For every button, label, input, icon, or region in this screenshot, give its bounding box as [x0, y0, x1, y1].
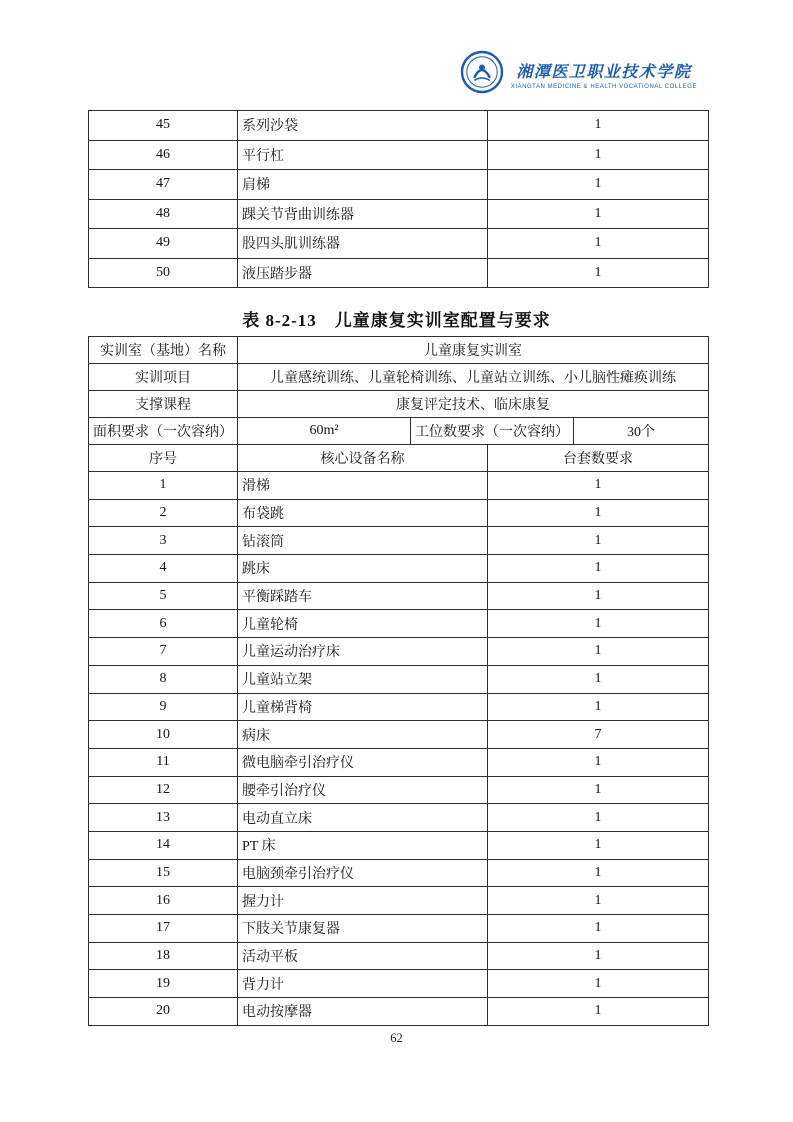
supporting-courses-row — [89, 391, 709, 418]
equipment-row — [89, 140, 709, 170]
equipment-qty: 1 — [488, 555, 709, 583]
area-stations-row — [89, 418, 709, 445]
equipment-name: 电动直立床 — [238, 804, 488, 832]
equipment-qty: 1 — [488, 970, 709, 998]
supporting-courses-label: 支撑课程 — [89, 391, 238, 418]
equipment-qty: 1 — [488, 582, 709, 610]
equipment-row — [89, 170, 709, 200]
equipment-name: 股四头肌训练器 — [238, 229, 488, 259]
equipment-qty: 1 — [488, 111, 709, 141]
equipment-qty: 7 — [488, 721, 709, 749]
equipment-row — [89, 258, 709, 288]
equipment-row — [89, 942, 709, 970]
college-name-block — [511, 59, 697, 90]
equipment-qty: 1 — [488, 472, 709, 500]
table-title: 表 8-2-13 儿童康复实训室配置与要求 — [242, 311, 551, 330]
col-header-name: 核心设备名称 — [238, 445, 488, 472]
equipment-qty: 1 — [488, 258, 709, 288]
equipment-qty: 1 — [488, 665, 709, 693]
equipment-row — [89, 998, 709, 1026]
room-name-row — [89, 337, 709, 364]
equipment-no: 2 — [89, 499, 238, 527]
equipment-no: 19 — [89, 970, 238, 998]
college-header — [460, 50, 697, 99]
equipment-name: 病床 — [238, 721, 488, 749]
equipment-name: 儿童站立架 — [238, 665, 488, 693]
equipment-no: 1 — [89, 472, 238, 500]
area-value: 60m² — [238, 418, 411, 445]
training-items-row — [89, 364, 709, 391]
equipment-no: 12 — [89, 776, 238, 804]
equipment-qty: 1 — [488, 199, 709, 229]
equipment-name: 滑梯 — [238, 472, 488, 500]
equipment-row — [89, 610, 709, 638]
equipment-name: 背力计 — [238, 970, 488, 998]
equipment-name: 腰牵引治疗仪 — [238, 776, 488, 804]
equipment-row — [89, 804, 709, 832]
equipment-no: 14 — [89, 831, 238, 859]
equipment-qty: 1 — [488, 942, 709, 970]
equipment-qty: 1 — [488, 915, 709, 943]
equipment-qty: 1 — [488, 859, 709, 887]
equipment-name: 系列沙袋 — [238, 111, 488, 141]
equipment-no: 17 — [89, 915, 238, 943]
equipment-no: 5 — [89, 582, 238, 610]
room-name-label: 实训室（基地）名称 — [89, 337, 238, 364]
equipment-name: 握力计 — [238, 887, 488, 915]
equipment-no: 3 — [89, 527, 238, 555]
equipment-no: 7 — [89, 638, 238, 666]
column-header-row — [89, 445, 709, 472]
page-number: 62 — [390, 1031, 403, 1045]
col-header-qty: 台套数要求 — [488, 445, 709, 472]
equipment-qty: 1 — [488, 998, 709, 1026]
equipment-qty: 1 — [488, 638, 709, 666]
equipment-name: 儿童运动治疗床 — [238, 638, 488, 666]
equipment-row — [89, 693, 709, 721]
equipment-row — [89, 499, 709, 527]
equipment-row — [89, 776, 709, 804]
equipment-name: 电动按摩器 — [238, 998, 488, 1026]
equipment-qty: 1 — [488, 229, 709, 259]
equipment-name: 儿童轮椅 — [238, 610, 488, 638]
equipment-no: 48 — [89, 199, 238, 229]
college-name-en: XIANGTAN MEDICINE & HEALTH VOCATIONAL COLLEGE — [510, 84, 697, 90]
supporting-courses-value: 康复评定技术、临床康复 — [238, 391, 709, 418]
equipment-qty: 1 — [488, 804, 709, 832]
area-label: 面积要求（一次容纳） — [89, 418, 238, 445]
equipment-name: 平行杠 — [238, 140, 488, 170]
equipment-row — [89, 199, 709, 229]
equipment-row — [89, 859, 709, 887]
equipment-qty: 1 — [488, 610, 709, 638]
equipment-no: 13 — [89, 804, 238, 832]
equipment-no: 8 — [89, 665, 238, 693]
equipment-name: 微电脑牵引治疗仪 — [238, 748, 488, 776]
equipment-qty: 1 — [488, 527, 709, 555]
equipment-name: 跳床 — [238, 555, 488, 583]
equipment-name: 液压踏步器 — [238, 258, 488, 288]
equipment-name: 活动平板 — [238, 942, 488, 970]
equipment-row — [89, 638, 709, 666]
equipment-name: 下肢关节康复器 — [238, 915, 488, 943]
equipment-no: 9 — [89, 693, 238, 721]
equipment-row — [89, 970, 709, 998]
college-emblem-icon — [460, 50, 504, 99]
training-items-label: 实训项目 — [89, 364, 238, 391]
equipment-no: 4 — [89, 555, 238, 583]
equipment-row — [89, 527, 709, 555]
equipment-row — [89, 111, 709, 141]
equipment-no: 6 — [89, 610, 238, 638]
equipment-name: 踝关节背曲训练器 — [238, 199, 488, 229]
equipment-no: 11 — [89, 748, 238, 776]
equipment-no: 18 — [89, 942, 238, 970]
equipment-name: 儿童梯背椅 — [238, 693, 488, 721]
equipment-row — [89, 555, 709, 583]
equipment-no: 20 — [89, 998, 238, 1026]
equipment-row — [89, 665, 709, 693]
equipment-no: 15 — [89, 859, 238, 887]
equipment-qty: 1 — [488, 499, 709, 527]
room-name-value: 儿童康复实训室 — [238, 337, 709, 364]
equipment-no: 46 — [89, 140, 238, 170]
equipment-qty: 1 — [488, 693, 709, 721]
equipment-qty: 1 — [488, 887, 709, 915]
equipment-qty: 1 — [488, 748, 709, 776]
equipment-no: 49 — [89, 229, 238, 259]
stations-value: 30个 — [574, 418, 709, 445]
equipment-no: 50 — [89, 258, 238, 288]
equipment-name: 电脑颈牵引治疗仪 — [238, 859, 488, 887]
equipment-row — [89, 229, 709, 259]
equipment-row — [89, 915, 709, 943]
equipment-name: 布袋跳 — [238, 499, 488, 527]
equipment-name: 钻滚筒 — [238, 527, 488, 555]
equipment-qty: 1 — [488, 170, 709, 200]
equipment-row — [89, 721, 709, 749]
equipment-no: 16 — [89, 887, 238, 915]
col-header-no: 序号 — [89, 445, 238, 472]
equipment-row — [89, 831, 709, 859]
training-items-value: 儿童感统训练、儿童轮椅训练、儿童站立训练、小儿脑性瘫痪训练 — [238, 364, 709, 391]
equipment-no: 47 — [89, 170, 238, 200]
equipment-row — [89, 472, 709, 500]
equipment-row — [89, 582, 709, 610]
college-name-cn: 湘潭医卫职业技术学院 — [516, 64, 692, 81]
equipment-name: 平衡踩踏车 — [238, 582, 488, 610]
children-rehab-config-table — [88, 336, 709, 1026]
equipment-no: 45 — [89, 111, 238, 141]
equipment-row — [89, 887, 709, 915]
equipment-no: 10 — [89, 721, 238, 749]
equipment-qty: 1 — [488, 140, 709, 170]
equipment-name: PT 床 — [238, 831, 488, 859]
equipment-table-continued — [88, 110, 709, 288]
equipment-qty: 1 — [488, 776, 709, 804]
equipment-row — [89, 748, 709, 776]
stations-label: 工位数要求（一次容纳） — [411, 418, 574, 445]
equipment-qty: 1 — [488, 831, 709, 859]
equipment-name: 肩梯 — [238, 170, 488, 200]
